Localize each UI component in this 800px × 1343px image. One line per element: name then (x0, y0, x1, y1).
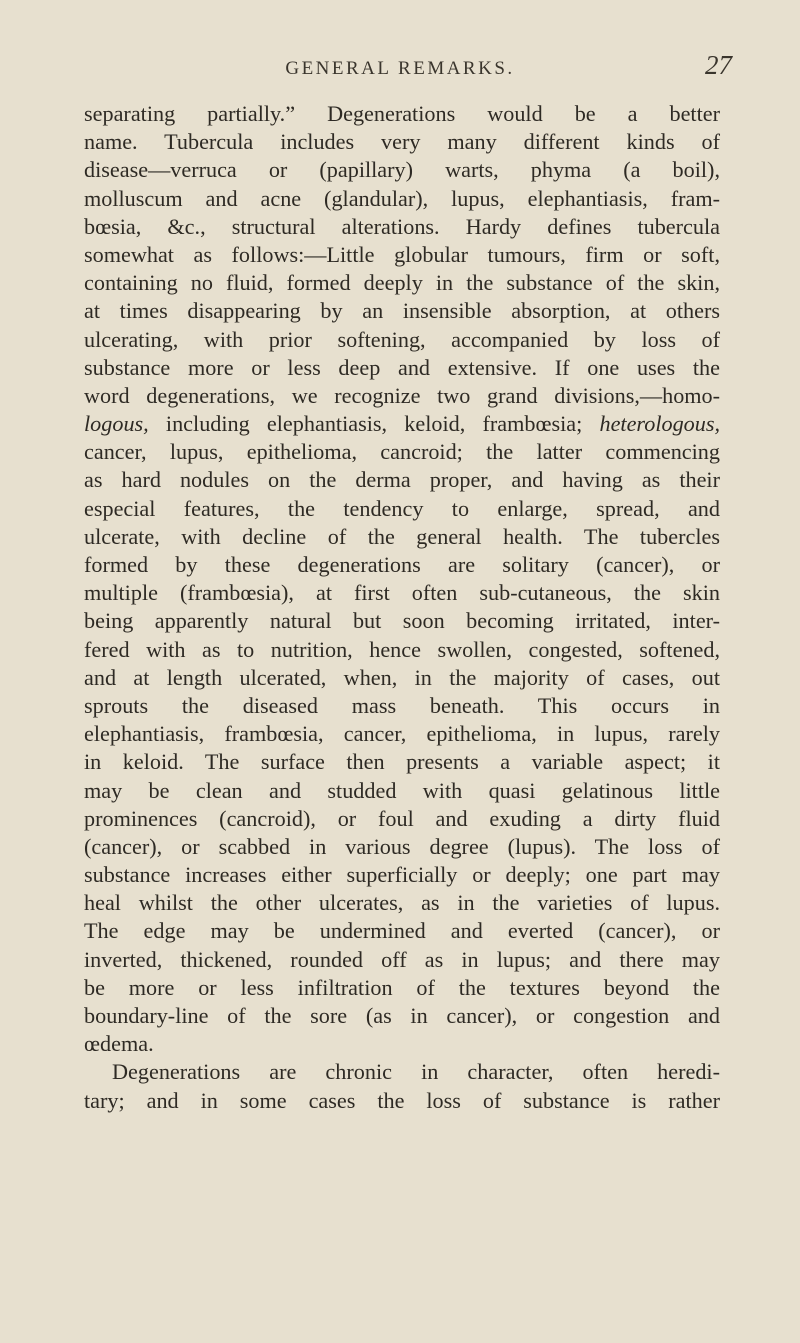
text-line: be more or less infiltration of the textures beyond the (84, 974, 720, 1000)
text-line: elephantiasis, frambœsia, cancer, epithelioma, in lupus, rarely (84, 721, 720, 747)
text-line: name. Tubercula includes very many different kinds of (84, 129, 720, 155)
text-line: word degenerations, we recognize two grand divisions,—homo- (84, 382, 721, 408)
text-line: as hard nodules on the derma proper, and having as their (84, 467, 720, 493)
text-line: inverted, thickened, rounded off as in lupus; and there may (84, 946, 720, 972)
text-line: disease—verruca or (papillary) warts, phyma (a boil), (84, 157, 720, 183)
running-head-title: GENERAL REMARKS. (285, 58, 515, 79)
text-line: prominences (cancroid), or foul and exuding a dirty fluid (84, 805, 720, 831)
text-line: ulcerate, with decline of the general health. The tubercles (84, 523, 720, 549)
text-line: cancer, lupus, epithelioma, cancroid; the latter commencing (84, 439, 720, 465)
body-text (84, 100, 720, 1115)
text-line: multiple (frambœsia), at first often sub-cutaneous, the skin (84, 580, 720, 606)
text-line: molluscum and acne (glandular), lupus, elephantiasis, fram- (84, 185, 720, 211)
text-line: and at length ulcerated, when, in the majority of cases, out (84, 664, 720, 690)
text-line: substance increases either superficially or deeply; one part may (84, 862, 720, 888)
text-line: being apparently natural but soon becoming irritated, inter- (84, 608, 720, 634)
running-head (0, 50, 800, 84)
text-line: (cancer), or scabbed in various degree (lupus). The loss of (84, 833, 720, 859)
text-line: in keloid. The surface then presents a variable aspect; it (84, 749, 720, 775)
text-line: fered with as to nutrition, hence swollen, congested, softened, (84, 636, 720, 662)
text-line: may be clean and studded with quasi gelatinous little (84, 777, 720, 803)
text-line: sprouts the diseased mass beneath. This occurs in (84, 692, 720, 718)
text-line: separating partially.” Degenerations would be a better (84, 101, 720, 126)
page-number: 27 (705, 50, 732, 80)
text-line: logous, including elephantiasis, keloid, frambœsia; heterologous, (84, 411, 721, 437)
text-line: tary; and in some cases the loss of substance is rather (84, 1087, 720, 1113)
text-line: boundary-line of the sore (as in cancer), or congestion and (84, 1003, 720, 1028)
text-line: The edge may be undermined and everted (cancer), or (84, 918, 720, 944)
text-line: especial features, the tendency to enlarge, spread, and (84, 495, 720, 521)
text-line: heal whilst the other ulcerates, as in the varieties of lupus. (84, 890, 720, 916)
text-line: formed by these degenerations are solitary (cancer), or (84, 552, 720, 577)
text-line: substance more or less deep and extensive. If one uses the (84, 354, 720, 380)
text-line: ulcerating, with prior softening, accompanied by loss of (84, 326, 720, 352)
text-line: œdema. (84, 1031, 154, 1057)
text-line: bœsia, &c., structural alterations. Hardy defines tubercula (84, 213, 720, 239)
text-line: somewhat as follows:—Little globular tumours, firm or soft, (84, 241, 720, 267)
text-line: containing no fluid, formed deeply in the substance of the skin, (84, 270, 720, 296)
text-line: at times disappearing by an insensible absorption, at others (84, 298, 720, 324)
text-line: Degenerations are chronic in character, often heredi- (112, 1059, 720, 1085)
